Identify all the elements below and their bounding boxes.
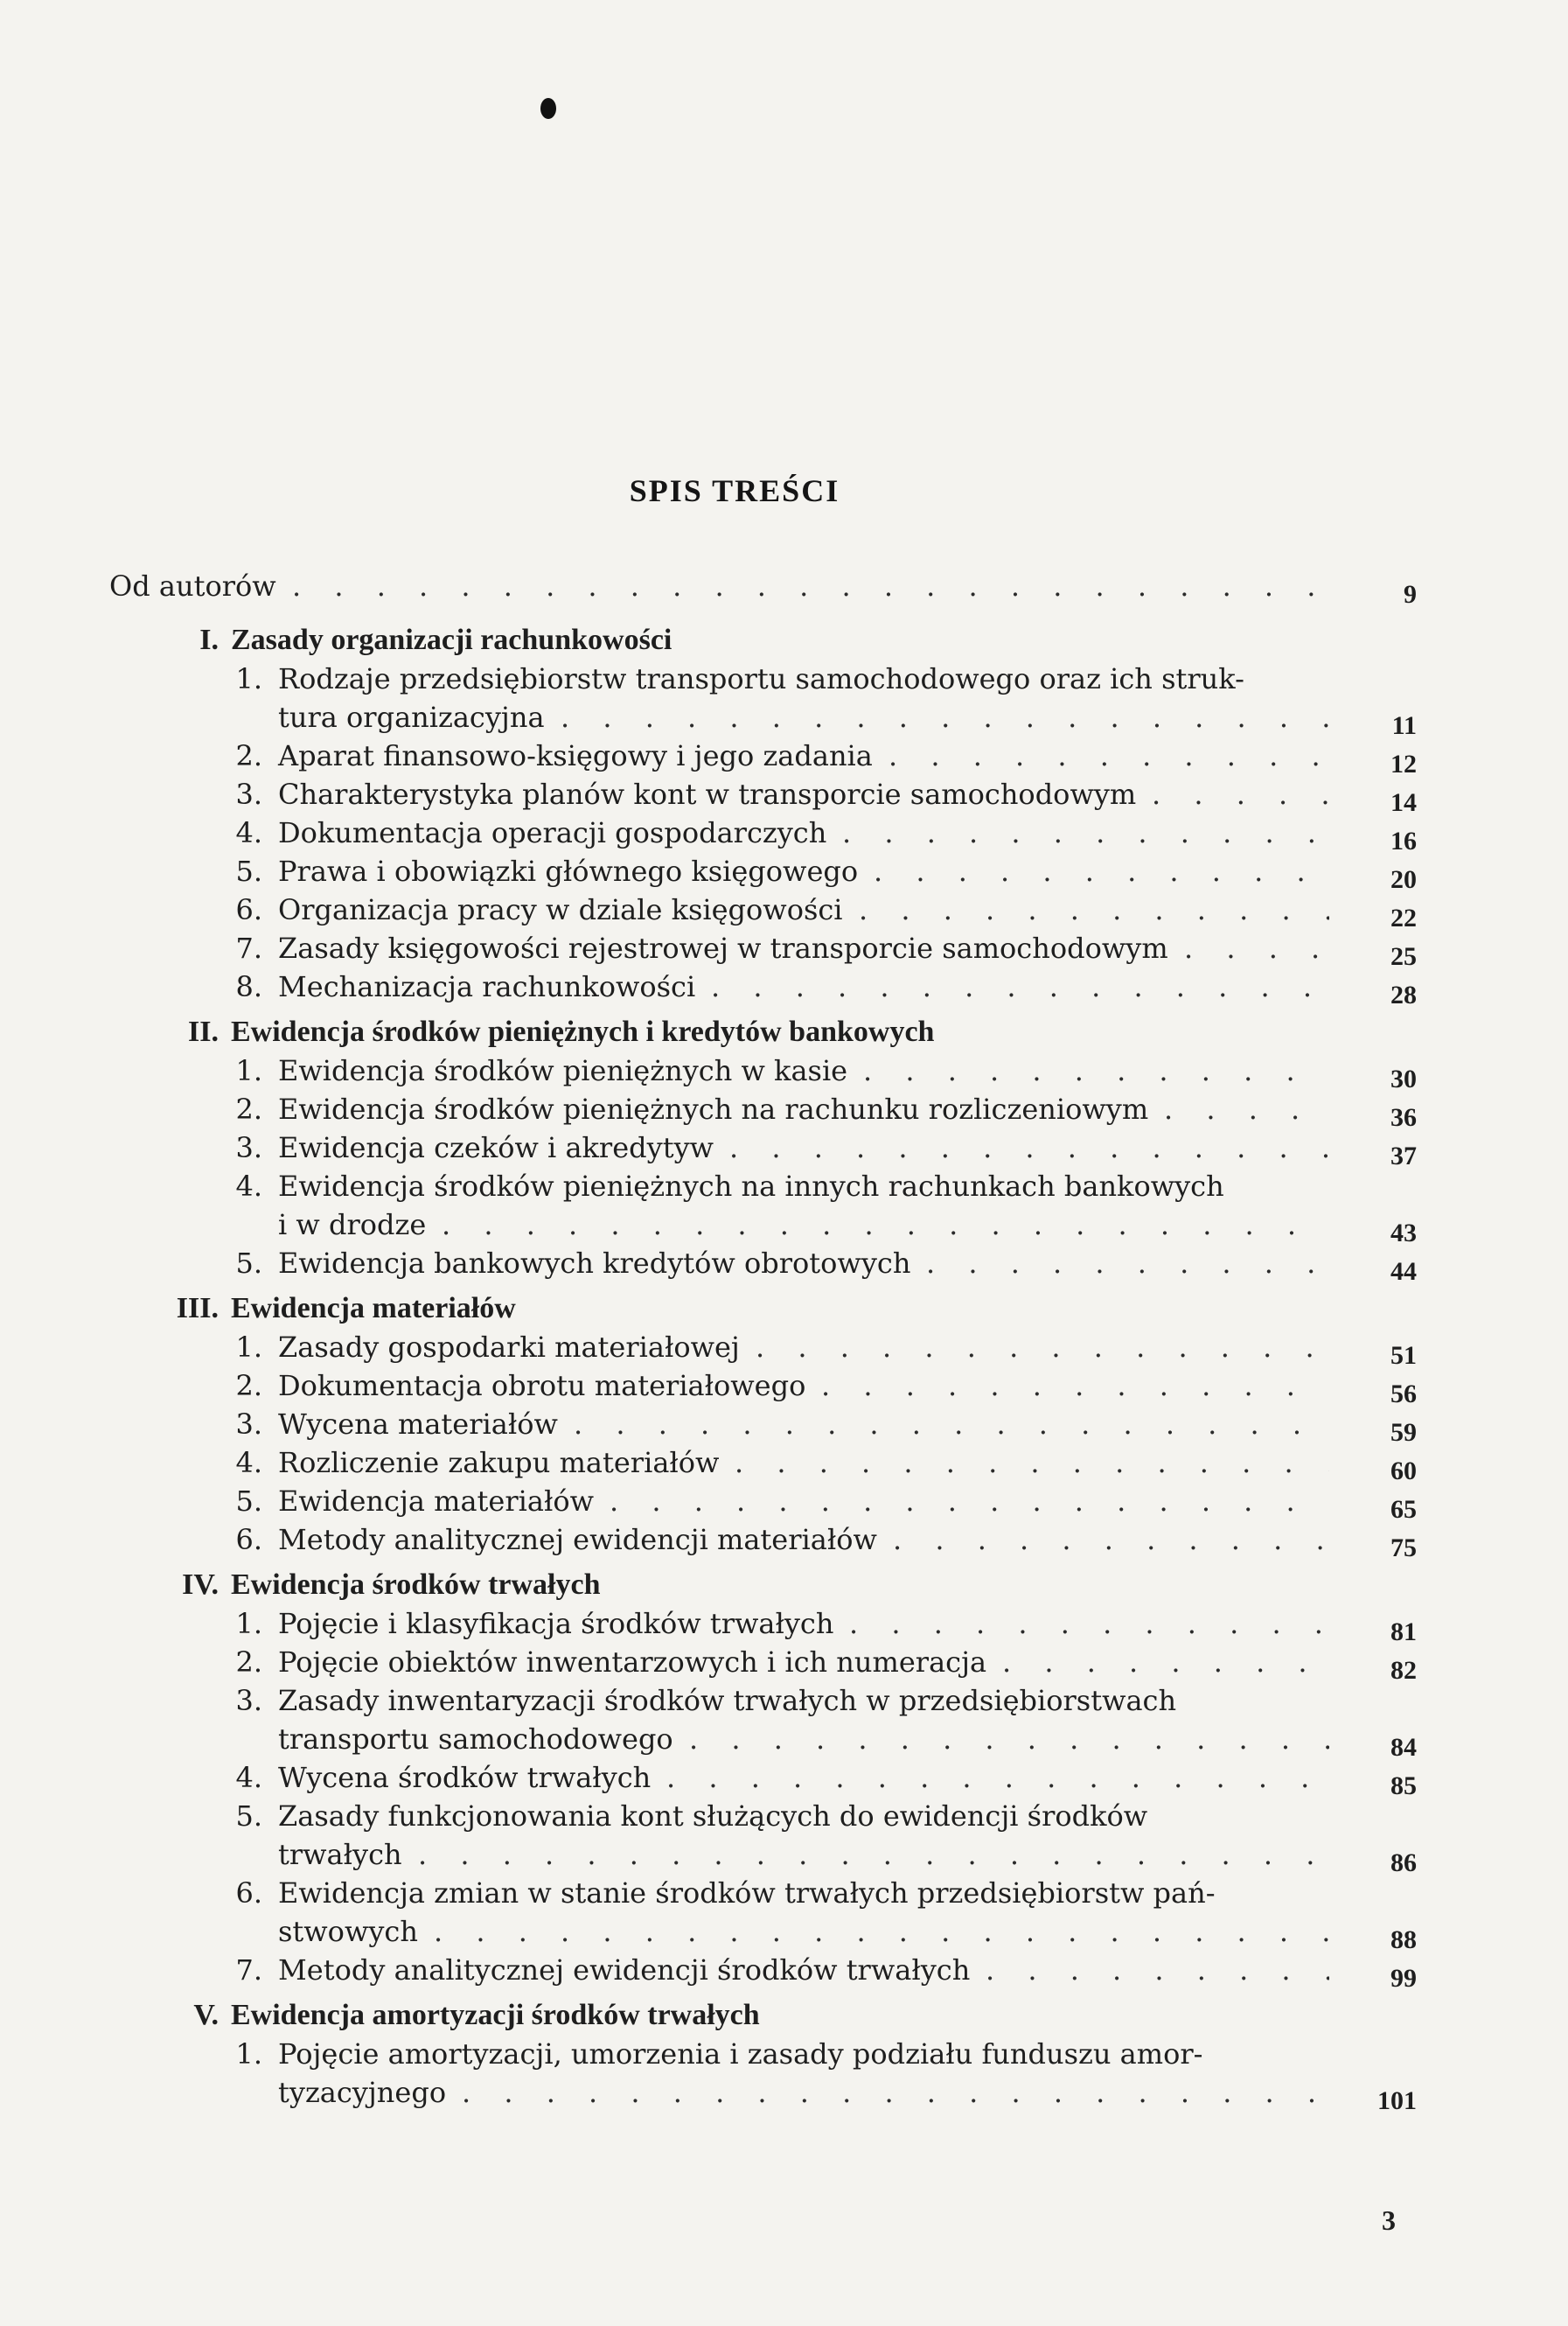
dot-leader bbox=[849, 1604, 1329, 1643]
dot-leader bbox=[859, 891, 1329, 929]
toc-entry-text: Mechanizacja rachunkowości bbox=[278, 970, 696, 1003]
chapter-numeral: I. bbox=[199, 624, 219, 656]
toc-page-number: 36 bbox=[1390, 1103, 1417, 1132]
dot-leader bbox=[434, 1912, 1329, 1951]
toc-entry-text: tyzacyjnego bbox=[278, 2076, 447, 2109]
chapter-numeral: II. bbox=[188, 1016, 219, 1048]
toc-page-number: 65 bbox=[1390, 1495, 1417, 1524]
toc-entry-text: trwałych bbox=[278, 1838, 402, 1871]
chapter-title: Zasady organizacji rachunkowości bbox=[231, 624, 672, 656]
dot-leader bbox=[874, 852, 1329, 891]
toc-entry-text: Metody analitycznej ewidencji materiałów bbox=[278, 1523, 877, 1556]
toc-entry-number: 4. bbox=[235, 1761, 262, 1794]
toc-entry[interactable] bbox=[0, 1128, 1568, 1170]
toc-page-number: 28 bbox=[1390, 981, 1417, 1009]
toc-entry-number: 5. bbox=[235, 1484, 262, 1518]
toc-entry-text: Aparat finansowo-księgowy i jego zadania bbox=[278, 739, 873, 772]
toc-page-number: 86 bbox=[1390, 1848, 1417, 1877]
chapter-title: Ewidencja środków pieniężnych i kredytów bankowych bbox=[231, 1016, 935, 1048]
toc-entry[interactable] bbox=[0, 660, 1568, 740]
toc-page-number: 59 bbox=[1390, 1418, 1417, 1447]
toc-entry-number: 8. bbox=[235, 970, 262, 1003]
toc-page-number: 9 bbox=[1404, 580, 1417, 609]
toc-entry-number: 4. bbox=[235, 1170, 262, 1203]
toc-entry[interactable] bbox=[0, 1797, 1568, 1877]
toc-page-number: 99 bbox=[1390, 1964, 1417, 1993]
toc-entry-text: i w drodze bbox=[278, 1208, 427, 1241]
toc-page-number: 16 bbox=[1390, 827, 1417, 856]
dot-leader bbox=[735, 1443, 1329, 1482]
toc-entry-number: 2. bbox=[235, 1645, 262, 1679]
toc-chapter-heading[interactable] bbox=[0, 1996, 1568, 2035]
toc-page-number: 20 bbox=[1390, 865, 1417, 894]
toc-entry[interactable] bbox=[0, 1328, 1568, 1370]
chapter-title: Ewidencja środków trwałych bbox=[231, 1568, 601, 1601]
dot-leader bbox=[292, 567, 1329, 605]
dot-leader bbox=[689, 1720, 1329, 1758]
toc-entry[interactable] bbox=[0, 967, 1568, 1009]
toc-page-number: 14 bbox=[1390, 788, 1417, 817]
toc-page-number: 22 bbox=[1390, 904, 1417, 932]
toc-entry[interactable] bbox=[0, 2035, 1568, 2115]
toc-entry[interactable] bbox=[0, 1051, 1568, 1093]
toc-entry-number: 3. bbox=[235, 1131, 262, 1164]
toc-entry[interactable] bbox=[0, 1874, 1568, 1954]
toc-entry[interactable] bbox=[0, 852, 1568, 894]
toc-entry-number: 6. bbox=[235, 893, 262, 926]
toc-entry-number: 3. bbox=[235, 778, 262, 811]
toc-entry-number: 7. bbox=[235, 932, 262, 965]
toc-entry-text: Pojęcie i klasyfikacja środków trwałych bbox=[278, 1607, 834, 1640]
dot-leader bbox=[756, 1328, 1329, 1366]
page-number: 3 bbox=[1382, 2204, 1396, 2236]
dot-leader bbox=[561, 698, 1329, 737]
toc-page-number: 101 bbox=[1377, 2086, 1417, 2115]
dot-leader bbox=[729, 1128, 1329, 1167]
toc-entry-number: 5. bbox=[235, 855, 262, 888]
toc-entry-number: 3. bbox=[235, 1407, 262, 1441]
toc-entry[interactable] bbox=[0, 1681, 1568, 1762]
toc-entry[interactable] bbox=[0, 891, 1568, 932]
toc-entry-text: Wycena materiałów bbox=[278, 1407, 558, 1441]
toc-entry-text: Pojęcie amortyzacji, umorzenia i zasady podziału funduszu amor- bbox=[278, 2037, 1203, 2071]
toc-page-number: 82 bbox=[1390, 1656, 1417, 1685]
toc-entry-number: 4. bbox=[235, 1446, 262, 1479]
toc-entry-number: 2. bbox=[235, 739, 262, 772]
dot-leader bbox=[821, 1366, 1329, 1405]
toc-entry-text: Ewidencja bankowych kredytów obrotowych bbox=[278, 1247, 911, 1280]
toc-entry-text: Dokumentacja obrotu materiałowego bbox=[278, 1369, 806, 1402]
toc-page-number: 84 bbox=[1390, 1733, 1417, 1762]
toc-entry-text: Metody analitycznej ewidencji środków trwałych bbox=[278, 1953, 971, 1987]
dot-leader bbox=[889, 737, 1329, 775]
toc-page-number: 25 bbox=[1390, 942, 1417, 971]
dot-leader bbox=[863, 1051, 1329, 1090]
dot-leader bbox=[1002, 1643, 1329, 1681]
toc-page-number: 43 bbox=[1390, 1219, 1417, 1247]
toc-entry-text: Prawa i obowiązki głównego księgowego bbox=[278, 855, 859, 888]
toc-entry[interactable] bbox=[0, 1443, 1568, 1485]
toc-entry-number: 1. bbox=[235, 2037, 262, 2071]
toc-entry[interactable] bbox=[0, 1758, 1568, 1800]
toc-entry[interactable] bbox=[0, 1643, 1568, 1685]
toc-page-number: 85 bbox=[1390, 1771, 1417, 1800]
toc-entry-text: stwowych bbox=[278, 1915, 418, 1948]
toc-entry-number: 1. bbox=[235, 1607, 262, 1640]
toc-entry-text: Zasady inwentaryzacji środków trwałych w przedsiębiorstwach bbox=[278, 1684, 1177, 1717]
toc-entry[interactable] bbox=[0, 1604, 1568, 1646]
toc-entry-text: Ewidencja środków pieniężnych na rachunku rozliczeniowym bbox=[278, 1093, 1149, 1126]
toc-page-number: 81 bbox=[1390, 1617, 1417, 1646]
toc-entry[interactable] bbox=[0, 1090, 1568, 1132]
toc-page-number: 51 bbox=[1390, 1341, 1417, 1370]
toc-entry-number: 6. bbox=[235, 1523, 262, 1556]
dot-leader bbox=[1152, 775, 1329, 814]
toc-chapter-heading[interactable] bbox=[0, 621, 1568, 660]
toc-entry-text: tura organizacyjna bbox=[278, 701, 545, 734]
dot-leader bbox=[842, 814, 1329, 852]
toc-entry-intro[interactable] bbox=[0, 567, 1568, 609]
toc-entry[interactable] bbox=[0, 929, 1568, 971]
toc-entry-number: 5. bbox=[235, 1247, 262, 1280]
toc-entry-text: Zasady księgowości rejestrowej w transporcie samochodowym bbox=[278, 932, 1168, 965]
toc-entry-number: 5. bbox=[235, 1799, 262, 1833]
dot-leader bbox=[418, 1835, 1329, 1874]
toc-entry-text: Od autorów bbox=[109, 569, 276, 603]
dot-leader bbox=[893, 1520, 1329, 1559]
toc-entry-number: 2. bbox=[235, 1369, 262, 1402]
chapter-title: Ewidencja amortyzacji środków trwałych bbox=[231, 1999, 760, 2031]
dot-leader bbox=[666, 1758, 1329, 1797]
toc-entry[interactable] bbox=[0, 775, 1568, 817]
toc-entry-number: 7. bbox=[235, 1953, 262, 1987]
toc-entry[interactable] bbox=[0, 1167, 1568, 1247]
toc-entry-text: Charakterystyka planów kont w transporcie samochodowym bbox=[278, 778, 1137, 811]
toc-entry-number: 1. bbox=[235, 1331, 262, 1364]
toc-chapter-heading[interactable] bbox=[0, 1289, 1568, 1328]
dot-leader bbox=[1164, 1090, 1329, 1128]
toc-entry-text: Organizacja pracy w dziale księgowości bbox=[278, 893, 843, 926]
toc-page-number: 12 bbox=[1390, 750, 1417, 779]
toc-page-number: 56 bbox=[1390, 1380, 1417, 1408]
toc-chapter-heading[interactable] bbox=[0, 1013, 1568, 1051]
toc-entry[interactable] bbox=[0, 1405, 1568, 1447]
toc-entry-text: Ewidencja zmian w stanie środków trwałych przedsiębiorstw pań- bbox=[278, 1876, 1216, 1910]
toc-page-number: 60 bbox=[1390, 1456, 1417, 1485]
ink-blot bbox=[540, 98, 556, 119]
toc-page-number: 88 bbox=[1390, 1925, 1417, 1954]
toc-entry[interactable] bbox=[0, 1366, 1568, 1408]
toc-entry[interactable] bbox=[0, 1244, 1568, 1286]
toc-entry[interactable] bbox=[0, 1951, 1568, 1993]
toc-entry-text: Wycena środków trwałych bbox=[278, 1761, 652, 1794]
dot-leader bbox=[574, 1405, 1329, 1443]
toc-entry-text: Ewidencja środków pieniężnych na innych rachunkach bankowych bbox=[278, 1170, 1224, 1203]
dot-leader bbox=[1184, 929, 1329, 967]
dot-leader bbox=[610, 1482, 1329, 1520]
toc-entry[interactable] bbox=[0, 737, 1568, 779]
chapter-numeral: V. bbox=[193, 1999, 219, 2031]
toc-entry-text: Zasady gospodarki materiałowej bbox=[278, 1331, 740, 1364]
toc-entry-text: Ewidencja czeków i akredytyw bbox=[278, 1131, 714, 1164]
page-title: SPIS TREŚCI bbox=[629, 473, 840, 508]
toc-entry[interactable] bbox=[0, 814, 1568, 856]
toc-page-number: 11 bbox=[1391, 711, 1417, 740]
toc-entry-text: Rozliczenie zakupu materiałów bbox=[278, 1446, 720, 1479]
chapter-numeral: IV. bbox=[182, 1568, 219, 1601]
dot-leader bbox=[462, 2073, 1329, 2112]
dot-leader bbox=[986, 1951, 1329, 1989]
toc-entry-number: 3. bbox=[235, 1684, 262, 1717]
toc-entry-number: 1. bbox=[235, 1054, 262, 1087]
toc-page-number: 44 bbox=[1390, 1257, 1417, 1286]
chapter-title: Ewidencja materiałów bbox=[231, 1292, 516, 1324]
toc-page-number: 30 bbox=[1390, 1065, 1417, 1093]
toc-entry-text: Rodzaje przedsiębiorstw transportu samochodowego oraz ich struk- bbox=[278, 662, 1244, 695]
toc-page-number: 75 bbox=[1390, 1533, 1417, 1562]
toc-entry-text: Dokumentacja operacji gospodarczych bbox=[278, 816, 827, 849]
toc-entry-number: 6. bbox=[235, 1876, 262, 1910]
toc-page-number: 37 bbox=[1390, 1142, 1417, 1170]
toc-entry-text: Ewidencja materiałów bbox=[278, 1484, 594, 1518]
toc-entry-number: 4. bbox=[235, 816, 262, 849]
dot-leader bbox=[442, 1205, 1329, 1244]
toc-entry-number: 2. bbox=[235, 1093, 262, 1126]
chapter-numeral: III. bbox=[176, 1292, 219, 1324]
toc-entry[interactable] bbox=[0, 1520, 1568, 1562]
toc-entry-text: Zasady funkcjonowania kont służących do ewidencji środków bbox=[278, 1799, 1148, 1833]
toc-entry[interactable] bbox=[0, 1482, 1568, 1524]
toc-entry-text: Ewidencja środków pieniężnych w kasie bbox=[278, 1054, 848, 1087]
toc-entry-text: Pojęcie obiektów inwentarzowych i ich numeracja bbox=[278, 1645, 987, 1679]
toc-chapter-heading[interactable] bbox=[0, 1566, 1568, 1604]
toc-entry-number: 1. bbox=[235, 662, 262, 695]
toc-entry-text: transportu samochodowego bbox=[278, 1722, 673, 1756]
dot-leader bbox=[711, 967, 1329, 1006]
dot-leader bbox=[926, 1244, 1329, 1282]
